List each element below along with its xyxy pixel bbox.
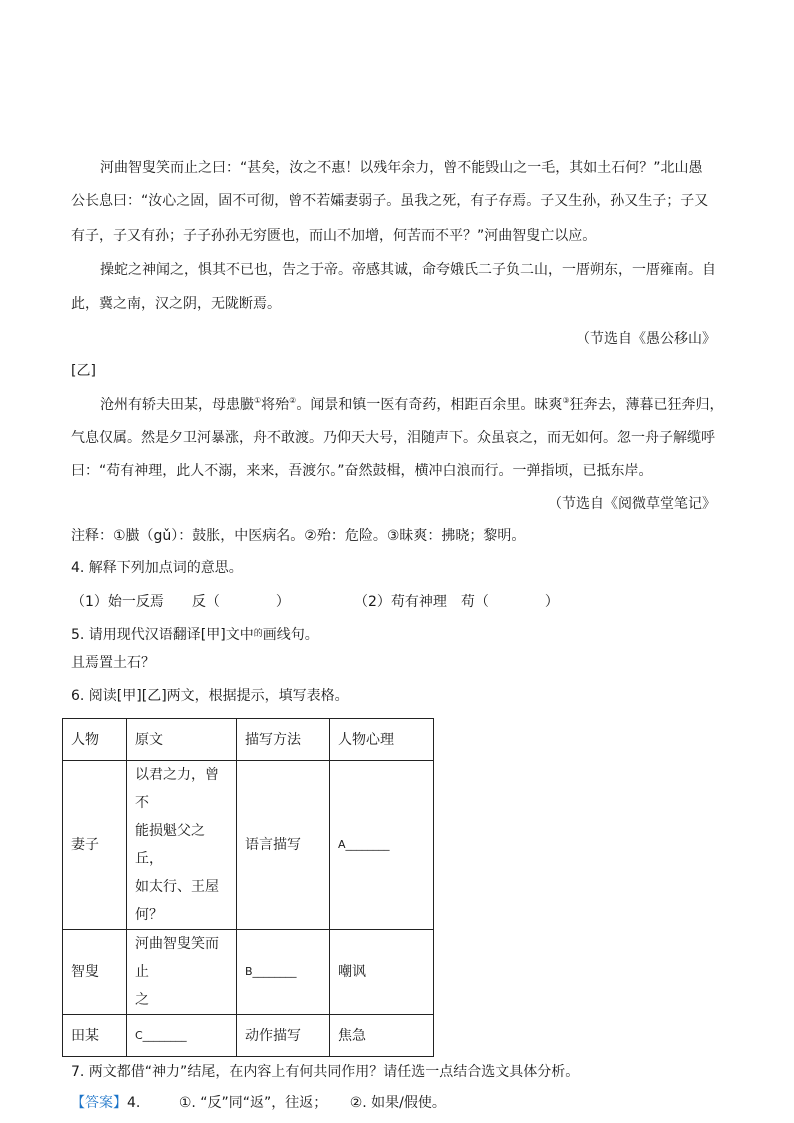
table-row	[63, 930, 434, 1015]
cell-mind: 嘲讽	[330, 930, 434, 1015]
yi-line1-c: 。闻景和镇一医有奇药，相距百余里。昧爽	[296, 397, 563, 413]
yi-line1	[100, 395, 724, 415]
jia-p1-line3: 有子，子又有孙；子子孙孙无穷匮也，而山不加增，何苦而不平？”河曲智叟亡以应。	[71, 228, 597, 244]
q5-title-b: 画线句。	[262, 627, 319, 643]
table-row	[63, 761, 434, 930]
cell-method[interactable]: B________	[237, 930, 330, 1015]
table-row	[63, 1015, 434, 1057]
cell-text-line: 能损魁父之丘，	[135, 823, 205, 867]
jia-p1-line1: 河曲智叟笑而止之曰：“甚矣，汝之不惠！以残年余力，曾不能毁山之一毛，其如土石何？”北山愚	[100, 160, 703, 176]
cell-text	[127, 930, 237, 1015]
cell-person: 田某	[63, 1015, 127, 1057]
yi-line3: 曰：“苟有神理，此人不溺，来来，吾渡尔。”奋然鼓楫，横冲白浪而行。一弹指顷，已抵东岸。	[71, 463, 653, 479]
footnote-1: ①	[254, 396, 262, 405]
yi-source: （节选自《阅微草堂笔记》	[548, 496, 716, 512]
cell-mind[interactable]: A________	[330, 761, 434, 930]
cell-text-line: 之	[135, 992, 149, 1008]
footnote-2: ②	[289, 396, 297, 405]
answer-line	[71, 1093, 446, 1113]
q6-title: 6. 阅读[甲][乙]两文，根据提示，填写表格。	[71, 688, 349, 704]
answer-label: 【答案】	[71, 1095, 127, 1111]
header-mind: 人物心理	[330, 719, 434, 761]
cell-text[interactable]: C________	[127, 1015, 237, 1057]
header-text: 原文	[127, 719, 237, 761]
header-method: 描写方法	[237, 719, 330, 761]
cell-person: 妻子	[63, 761, 127, 930]
yi-line1-d: 狂奔去，薄暮已狂奔归，	[569, 397, 724, 413]
answer-2: ②. 如果/假使。	[349, 1095, 446, 1111]
cell-text-line: 以君之力，曾不	[135, 767, 219, 811]
cell-method: 动作描写	[237, 1015, 330, 1057]
jia-p2-line2: 此，冀之南，汉之阴，无陇断焉。	[71, 296, 281, 312]
answer-num: 4.	[127, 1095, 141, 1111]
q4-title: 4. 解释下列加点词的意思。	[71, 560, 243, 576]
footnote-3: ③	[562, 396, 570, 405]
cell-person: 智叟	[63, 930, 127, 1015]
table-header-row	[63, 719, 434, 761]
jia-p1-line2: 公长息曰：“汝心之固，固不可彻，曾不若孀妻弱子。虽我之死，有子存焉。子又生孙，孙又生子；子又	[71, 193, 709, 209]
q4-item1: （1）始一反焉 反（ ）	[71, 594, 290, 610]
cell-mind: 焦急	[330, 1015, 434, 1057]
yi-line1-b: 将殆	[261, 397, 290, 413]
q5-sentence: 且焉置土石？	[71, 655, 155, 671]
q7-title: 7. 两文都借“神力”结尾，在内容上有何共同作用？请任选一点结合选文具体分析。	[71, 1064, 580, 1080]
q5-title-small: 的	[253, 629, 263, 639]
cell-text-line: 河曲智叟笑而止	[135, 936, 219, 980]
yi-label: [乙]	[71, 363, 96, 379]
q6-table	[62, 718, 434, 1057]
yi-line1-a: 沧州有轿夫田某，母患臌	[100, 397, 254, 413]
cell-text	[127, 761, 237, 930]
header-person: 人物	[63, 719, 127, 761]
q5-title-a: 5. 请用现代汉语翻译[甲]文中	[71, 627, 254, 643]
cell-text-line: 如太行、王屋何？	[135, 879, 219, 923]
cell-method: 语言描写	[237, 761, 330, 930]
yi-line2: 气息仅属。然是夕卫河暴涨，舟不敢渡。乃仰天大号，泪随声下。众虽哀之，而无如何。忽一舟子解缆呼	[71, 430, 715, 446]
jia-p2-line1: 操蛇之神闻之，惧其不已也，告之于帝。帝感其诚，命夸娥氏二子负二山，一厝朔东，一厝雍南。自	[100, 262, 716, 278]
q5-title	[71, 624, 319, 645]
notes: 注释：①臌（gǔ）：鼓胀，中医病名。②殆：危险。③昧爽：拂晓；黎明。	[71, 528, 526, 544]
answer-1: ①. “反”同“返”，往返；	[178, 1095, 328, 1111]
jia-source: （节选自《愚公移山》	[576, 331, 716, 347]
q4-item2: （2）苟有神理 苟（ ）	[354, 594, 559, 610]
